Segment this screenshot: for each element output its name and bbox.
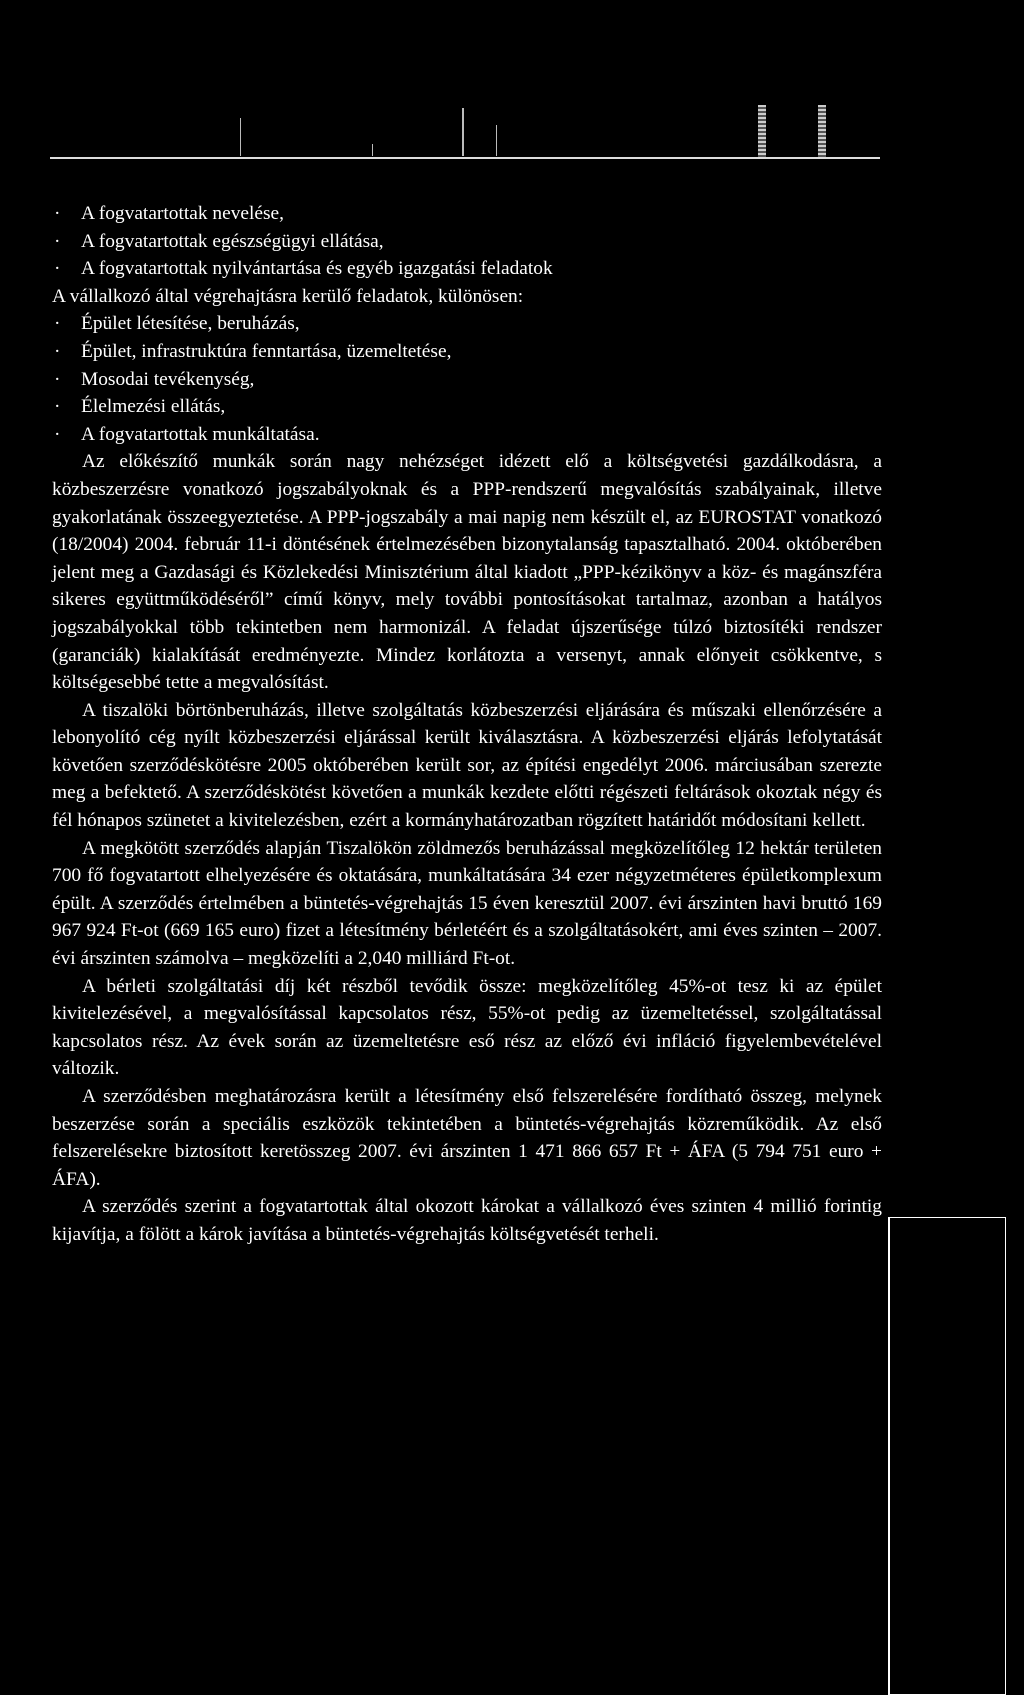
contractor-intro: A vállalkozó által végrehajtásra kerülő feladatok, különösen: <box>52 285 524 307</box>
header-block-mark <box>818 105 826 157</box>
task-list <box>52 200 882 283</box>
paragraph: A tiszalöki börtönberuházás, illetve szolgáltatás közbeszerzési eljárására és műszaki ellenőrzésére a lebonyolító cég nyílt közbeszerzési eljárással került kiválasztásra. A közbeszerzési eljárás lefolytatását követően szerződéskötésre 2005 októberében került sor, az építési engedélyt 2006. márciusában szerezte meg a befektető. A szerződéskötést követően a munkák kezdete előtti régészeti feltárások okoztak négy és fél hónapos szünetet a kivitelezésben, ezért a kormányhatározatban rögzített határidőt módosítani kellett. <box>52 699 882 832</box>
list-item: · A fogvatartottak nevelése, <box>52 200 882 228</box>
list-item: · Épület, infrastruktúra fenntartása, üzemeltetése, <box>52 338 882 366</box>
paragraph: A megkötött szerződés alapján Tiszalökön zöldmezős beruházással megközelítőleg 12 hektár területen 700 fő fogvatartott elhelyezésére és oktatására, munkáltatására 34 ezer négyzetméteres épületkomplexum épült. A szerződés értelmében a büntetés-végrehajtás 15 éven keresztül 2007. évi árszinten havi bruttó 169 967 924 Ft-ot (669 165 euro) fizet a létesítmény bérletéért és a szolgáltatásokért, ami éves szinten – 2007. évi árszinten számolva – megközelíti a 2,040 milliárd Ft-ot. <box>52 837 882 970</box>
list-item: · A fogvatartottak nyilvántartása és egyéb igazgatási feladatok <box>52 255 882 283</box>
paragraph: A bérleti szolgáltatási díj két részből tevődik össze: megközelítőleg 45%-ot tesz ki az épület kivitelezésével, a megvalósítással kapcsolatos rész, 55%-ot pedig az üzemeltetéssel, szolgáltatással kapcsolatos rész. Az évek során az üzemeltetésre eső rész az előző évi infláció figyelembevételével változik. <box>52 975 882 1080</box>
list-item: · A fogvatartottak egészségügyi ellátása, <box>52 228 882 256</box>
header-tick <box>240 118 241 156</box>
document-body <box>52 200 882 1249</box>
header-tick <box>462 108 464 156</box>
header-tick <box>496 125 497 156</box>
contractor-task-list <box>52 310 882 448</box>
list-item: · Mosodai tevékenység, <box>52 366 882 394</box>
header-tick <box>372 144 373 156</box>
header-rule <box>50 157 880 159</box>
list-item: · A fogvatartottak munkáltatása. <box>52 421 882 449</box>
paragraph: A szerződésben meghatározásra került a létesítmény első felszerelésére fordítható összeg, melynek beszerzése során a speciális eszközök tekintetében a büntetés-végrehajtás közreműködik. Az első felszerelésekre biztosított keretösszeg 2007. évi árszinten 1 471 866 657 Ft + ÁFA (5 794 751 euro + ÁFA). <box>52 1086 882 1190</box>
header-marks <box>0 0 1024 165</box>
paragraph: Az előkészítő munkák során nagy nehézséget idézett elő a költségvetési gazdálkodásra, a közbeszerzésre vonatkozó jogszabályoknak és a PPP-rendszerű megvalósítás szabályainak, illetve gyakorlatának összeegyeztetése. A PPP-jogszabály a mai napig nem készült el, az EUROSTAT vonatkozó (18/2004) 2004. február 11-i döntésének értelmezésében bizonytalanság tapasztalható. 2004. októberében jelent meg a Gazdasági és Közlekedési Minisztérium által kiadott „PPP-kézikönyv a köz- és magánszféra sikeres együttműködéséről” című könyv, mely további pontosításokat tartalmaz, azonban a hatályos jogszabályokkal több tekintetben nem harmonizál. A feladat újszerűsége túlzó biztosítéki rendszer (garanciák) kialakítását eredményezte. Mindez korlátozta a versenyt, annak előnyeit csökkentve, s költségesebbé tette a megvalósítást. <box>52 451 882 694</box>
list-item: · Élelmezési ellátás, <box>52 393 882 421</box>
paragraph: A szerződés szerint a fogvatartottak által okozott károkat a vállalkozó éves szinten 4 millió forintig kijavítja, a fölött a károk javítása a büntetés-végrehajtás költségvetését terheli. <box>52 1196 882 1245</box>
margin-box <box>888 1217 1006 1695</box>
header-block-mark <box>758 105 766 157</box>
list-item: · Épület létesítése, beruházás, <box>52 310 882 338</box>
